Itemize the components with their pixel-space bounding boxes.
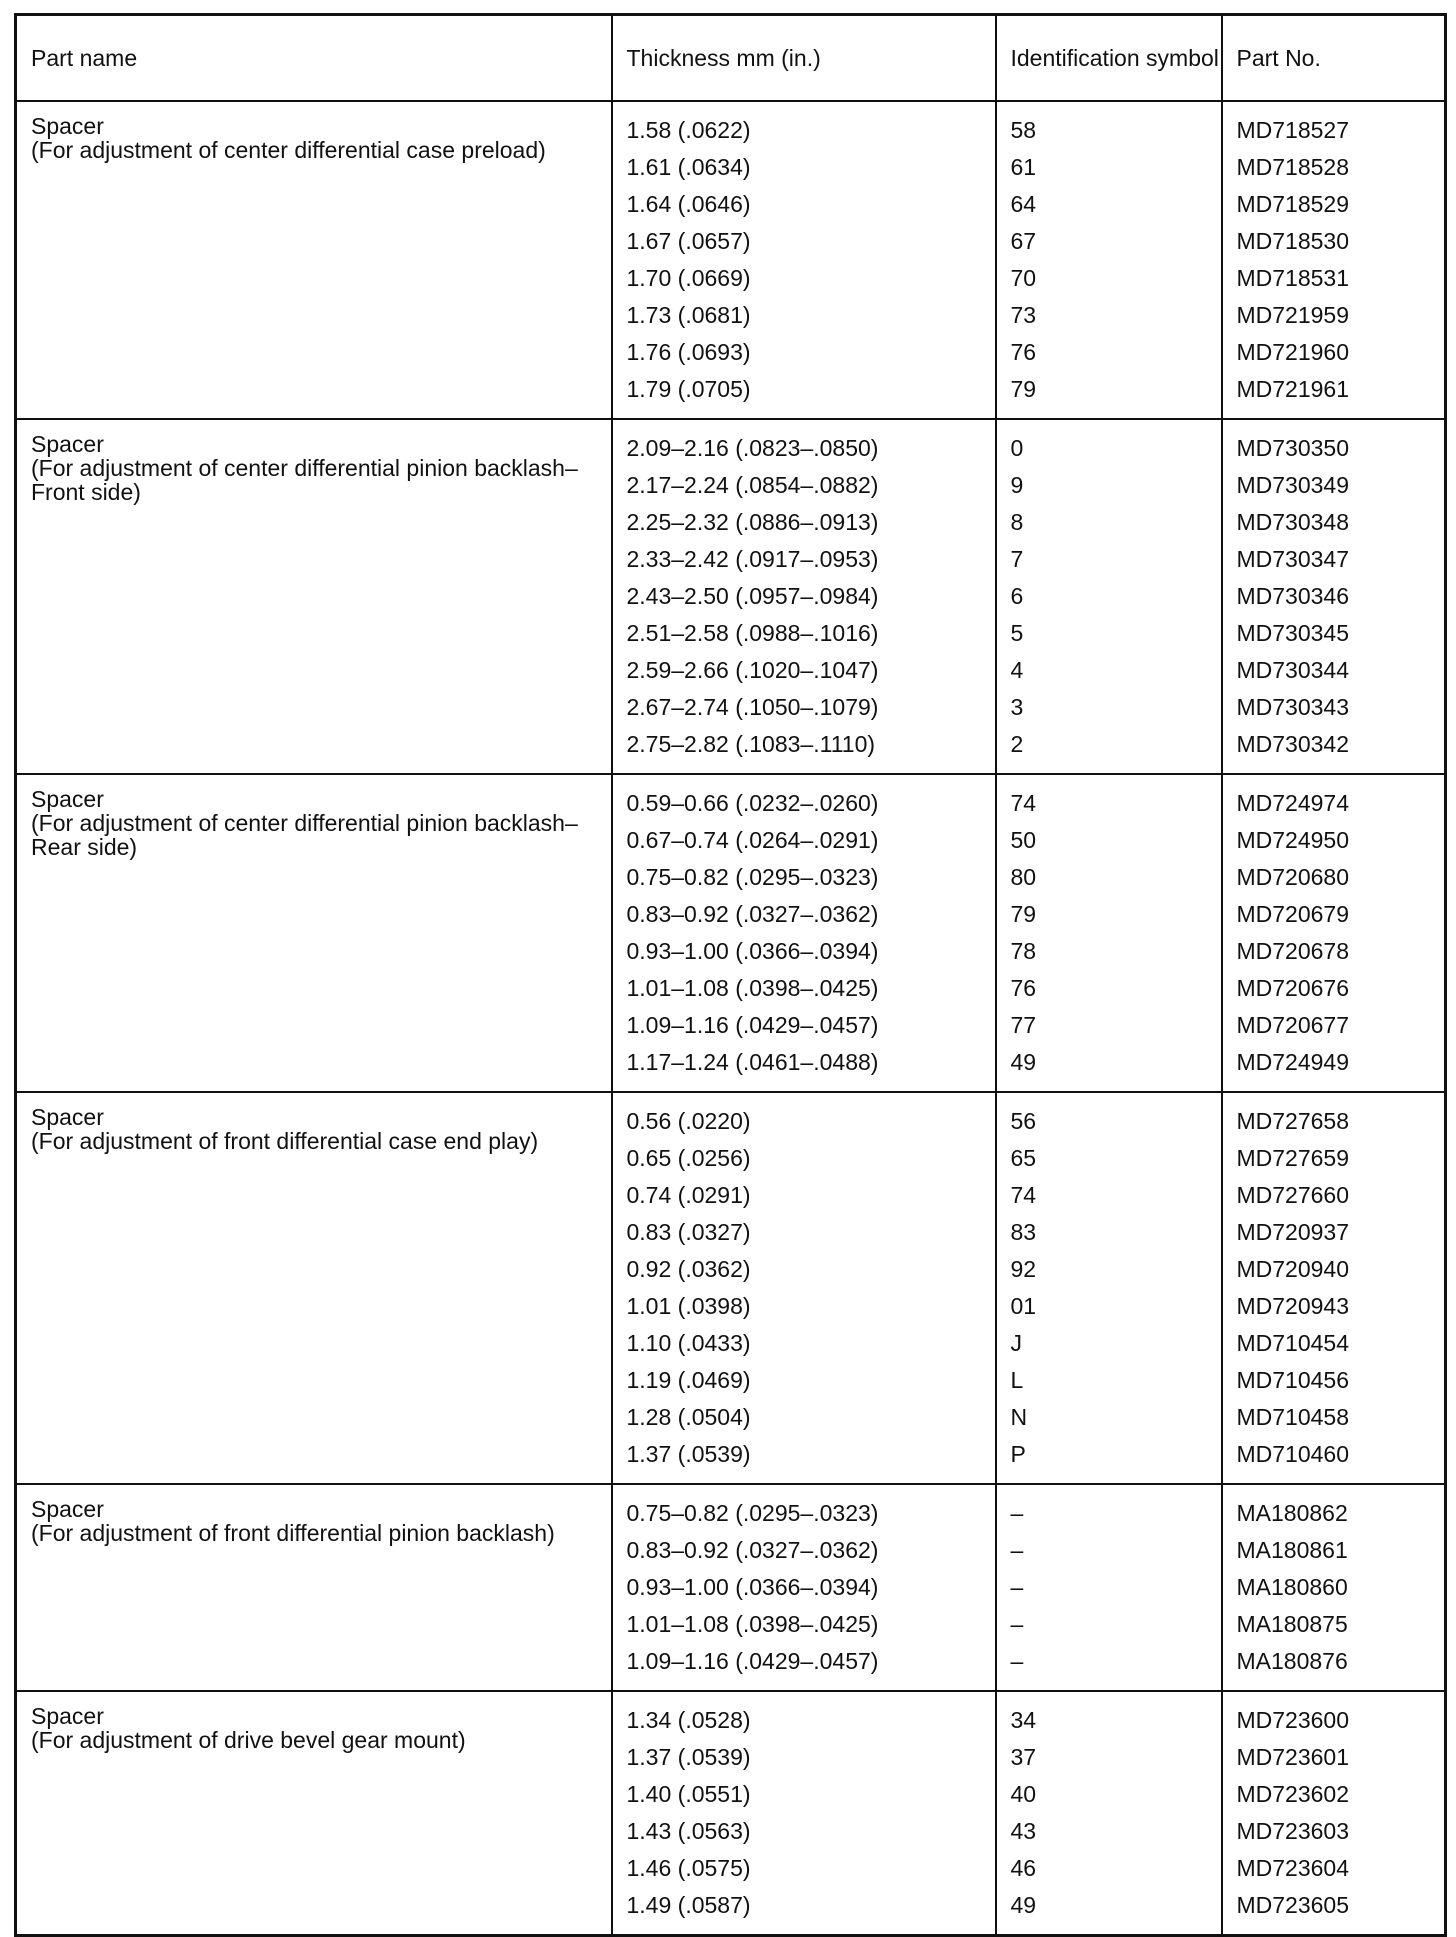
identification-symbol: 74	[1010, 790, 1037, 816]
identification-symbol: J	[1010, 1330, 1022, 1356]
part-purpose: (For adjustment of center differential pinion backlash–Front side)	[31, 455, 578, 505]
thickness-value: 1.01 (.0398)	[626, 1293, 751, 1319]
thickness-value: 1.28 (.0504)	[626, 1404, 751, 1430]
thickness-value: 0.56 (.0220)	[626, 1108, 751, 1134]
identification-symbol: 80	[1010, 864, 1037, 890]
part-number: MD723604	[1236, 1855, 1350, 1881]
thickness-value: 1.40 (.0551)	[626, 1781, 751, 1807]
thickness-value: 1.09–1.16 (.0429–.0457)	[626, 1012, 879, 1038]
thickness-value: 0.93–1.00 (.0366–.0394)	[626, 1574, 879, 1600]
symbol-cell	[996, 1484, 1222, 1691]
thickness-value: 2.59–2.66 (.1020–.1047)	[626, 657, 879, 683]
table-row	[16, 1691, 1446, 1936]
symbol-cell	[996, 1092, 1222, 1484]
identification-symbol: 43	[1010, 1818, 1037, 1844]
part-number: MD723602	[1236, 1781, 1350, 1807]
header-row	[16, 15, 1446, 102]
part-number: MD710460	[1236, 1441, 1350, 1467]
part-purpose: (For adjustment of front differential case end play)	[31, 1128, 539, 1154]
part-name: Spacer	[31, 786, 104, 812]
thickness-value: 1.79 (.0705)	[626, 376, 751, 402]
thickness-value: 1.37 (.0539)	[626, 1441, 751, 1467]
table-row	[16, 1092, 1446, 1484]
part-name: Spacer	[31, 1104, 104, 1130]
thickness-value: 1.01–1.08 (.0398–.0425)	[626, 1611, 879, 1637]
identification-symbol: –	[1010, 1500, 1024, 1526]
thickness-value: 2.17–2.24 (.0854–.0882)	[626, 472, 879, 498]
part-number: MD718528	[1236, 154, 1350, 180]
identification-symbol: 76	[1010, 339, 1037, 365]
identification-symbol: 7	[1010, 546, 1024, 572]
table-header	[16, 15, 1446, 102]
part-number: MD721959	[1236, 302, 1350, 328]
part-number: MD720937	[1236, 1219, 1350, 1245]
identification-symbol: 9	[1010, 472, 1024, 498]
thickness-cell	[612, 1092, 996, 1484]
identification-symbol: 50	[1010, 827, 1037, 853]
thickness-value: 1.64 (.0646)	[626, 191, 751, 217]
part-name-cell	[16, 1092, 612, 1484]
part-number: MD721961	[1236, 376, 1350, 402]
symbol-cell	[996, 774, 1222, 1092]
thickness-value: 1.73 (.0681)	[626, 302, 751, 328]
identification-symbol: –	[1010, 1648, 1024, 1674]
part-number: MD710454	[1236, 1330, 1350, 1356]
part-number: MD723605	[1236, 1892, 1350, 1918]
part-number: MD724974	[1236, 790, 1350, 816]
part-number: MD730344	[1236, 657, 1350, 683]
identification-symbol: 2	[1010, 731, 1024, 757]
thickness-value: 0.83–0.92 (.0327–.0362)	[626, 901, 879, 927]
identification-symbol: 01	[1010, 1293, 1037, 1319]
part-name: Spacer	[31, 113, 104, 139]
thickness-value: 2.67–2.74 (.1050–.1079)	[626, 694, 879, 720]
part-no-cell	[1222, 774, 1446, 1092]
part-name-cell	[16, 101, 612, 419]
header-identification-symbol: Identification symbol	[996, 15, 1222, 102]
part-number: MD730350	[1236, 435, 1350, 461]
symbol-cell	[996, 1691, 1222, 1936]
thickness-value: 0.75–0.82 (.0295–.0323)	[626, 1500, 879, 1526]
part-purpose: (For adjustment of center differential case preload)	[31, 137, 546, 163]
identification-symbol: 40	[1010, 1781, 1037, 1807]
thickness-value: 1.19 (.0469)	[626, 1367, 751, 1393]
thickness-cell	[612, 774, 996, 1092]
part-number: MD710458	[1236, 1404, 1350, 1430]
identification-symbol: 78	[1010, 938, 1037, 964]
part-number: MD730349	[1236, 472, 1350, 498]
identification-symbol: 0	[1010, 435, 1024, 461]
identification-symbol: 64	[1010, 191, 1037, 217]
identification-symbol: 70	[1010, 265, 1037, 291]
identification-symbol: 76	[1010, 975, 1037, 1001]
thickness-value: 0.65 (.0256)	[626, 1145, 751, 1171]
thickness-value: 1.61 (.0634)	[626, 154, 751, 180]
identification-symbol: 49	[1010, 1892, 1037, 1918]
part-name-cell	[16, 774, 612, 1092]
part-number: MD723601	[1236, 1744, 1350, 1770]
header-thickness: Thickness mm (in.)	[612, 15, 996, 102]
part-number: MD727659	[1236, 1145, 1350, 1171]
part-purpose: (For adjustment of front differential pinion backlash)	[31, 1520, 555, 1546]
part-number: MA180875	[1236, 1611, 1348, 1637]
identification-symbol: 74	[1010, 1182, 1037, 1208]
thickness-value: 0.92 (.0362)	[626, 1256, 751, 1282]
part-number: MD723600	[1236, 1707, 1350, 1733]
thickness-value: 2.25–2.32 (.0886–.0913)	[626, 509, 879, 535]
part-number: MD723603	[1236, 1818, 1350, 1844]
symbol-cell	[996, 101, 1222, 419]
thickness-value: 2.51–2.58 (.0988–.1016)	[626, 620, 879, 646]
part-number: MD720679	[1236, 901, 1350, 927]
thickness-value: 2.75–2.82 (.1083–.1110)	[626, 731, 876, 757]
thickness-value: 0.75–0.82 (.0295–.0323)	[626, 864, 879, 890]
part-number: MD724950	[1236, 827, 1350, 853]
identification-symbol: P	[1010, 1441, 1026, 1467]
part-name: Spacer	[31, 1703, 104, 1729]
part-no-cell	[1222, 1092, 1446, 1484]
part-number: MA180876	[1236, 1648, 1348, 1674]
table-row	[16, 419, 1446, 774]
part-number: MD720680	[1236, 864, 1350, 890]
part-number: MD724949	[1236, 1049, 1350, 1075]
part-purpose: (For adjustment of drive bevel gear mount)	[31, 1727, 466, 1753]
header-part-no: Part No.	[1222, 15, 1446, 102]
thickness-value: 1.49 (.0587)	[626, 1892, 751, 1918]
header-part-name: Part name	[16, 15, 612, 102]
part-name-cell	[16, 1691, 612, 1936]
thickness-value: 1.43 (.0563)	[626, 1818, 751, 1844]
thickness-value: 1.34 (.0528)	[626, 1707, 751, 1733]
identification-symbol: 5	[1010, 620, 1024, 646]
part-no-cell	[1222, 1484, 1446, 1691]
part-number: MA180861	[1236, 1537, 1348, 1563]
thickness-value: 1.10 (.0433)	[626, 1330, 751, 1356]
identification-symbol: 4	[1010, 657, 1024, 683]
identification-symbol: 49	[1010, 1049, 1037, 1075]
part-number: MD710456	[1236, 1367, 1350, 1393]
identification-symbol: 65	[1010, 1145, 1037, 1171]
thickness-value: 0.83 (.0327)	[626, 1219, 751, 1245]
part-number: MD721960	[1236, 339, 1350, 365]
identification-symbol: 79	[1010, 376, 1037, 402]
identification-symbol: 77	[1010, 1012, 1037, 1038]
part-number: MD720677	[1236, 1012, 1350, 1038]
part-name: Spacer	[31, 431, 104, 457]
thickness-cell	[612, 419, 996, 774]
table-row	[16, 774, 1446, 1092]
identification-symbol: 61	[1010, 154, 1037, 180]
part-number: MD727658	[1236, 1108, 1350, 1134]
part-number: MD730342	[1236, 731, 1350, 757]
thickness-value: 1.70 (.0669)	[626, 265, 751, 291]
part-name-cell	[16, 1484, 612, 1691]
part-number: MD718527	[1236, 117, 1350, 143]
part-number: MD730348	[1236, 509, 1350, 535]
part-number: MD718529	[1236, 191, 1350, 217]
thickness-value: 2.33–2.42 (.0917–.0953)	[626, 546, 879, 572]
thickness-value: 0.59–0.66 (.0232–.0260)	[626, 790, 879, 816]
thickness-cell	[612, 101, 996, 419]
thickness-value: 0.74 (.0291)	[626, 1182, 751, 1208]
thickness-value: 0.93–1.00 (.0366–.0394)	[626, 938, 879, 964]
part-name: Spacer	[31, 1496, 104, 1522]
identification-symbol: 58	[1010, 117, 1037, 143]
identification-symbol: 56	[1010, 1108, 1037, 1134]
thickness-value: 1.58 (.0622)	[626, 117, 751, 143]
identification-symbol: 3	[1010, 694, 1024, 720]
part-number: MD718530	[1236, 228, 1350, 254]
identification-symbol: 67	[1010, 228, 1037, 254]
identification-symbol: 34	[1010, 1707, 1037, 1733]
part-number: MD720678	[1236, 938, 1350, 964]
thickness-value: 0.83–0.92 (.0327–.0362)	[626, 1537, 879, 1563]
part-name-cell	[16, 419, 612, 774]
part-number: MD730343	[1236, 694, 1350, 720]
part-number: MD730345	[1236, 620, 1350, 646]
thickness-value: 1.37 (.0539)	[626, 1744, 751, 1770]
thickness-cell	[612, 1691, 996, 1936]
identification-symbol: –	[1010, 1537, 1024, 1563]
part-number: MD720676	[1236, 975, 1350, 1001]
identification-symbol: –	[1010, 1611, 1024, 1637]
identification-symbol: 8	[1010, 509, 1024, 535]
thickness-value: 2.09–2.16 (.0823–.0850)	[626, 435, 879, 461]
thickness-cell	[612, 1484, 996, 1691]
thickness-value: 1.76 (.0693)	[626, 339, 751, 365]
part-number: MD720943	[1236, 1293, 1350, 1319]
thickness-value: 0.67–0.74 (.0264–.0291)	[626, 827, 879, 853]
part-number: MA180862	[1236, 1500, 1348, 1526]
thickness-value: 1.09–1.16 (.0429–.0457)	[626, 1648, 879, 1674]
table-row	[16, 101, 1446, 419]
part-number: MD727660	[1236, 1182, 1350, 1208]
identification-symbol: –	[1010, 1574, 1024, 1600]
thickness-value: 1.46 (.0575)	[626, 1855, 751, 1881]
identification-symbol: 83	[1010, 1219, 1037, 1245]
part-purpose: (For adjustment of center differential pinion backlash–Rear side)	[31, 810, 578, 860]
identification-symbol: N	[1010, 1404, 1028, 1430]
symbol-cell	[996, 419, 1222, 774]
identification-symbol: 37	[1010, 1744, 1037, 1770]
table-row	[16, 1484, 1446, 1691]
part-number: MD730347	[1236, 546, 1350, 572]
table-body	[16, 101, 1446, 1936]
spacer-parts-table	[14, 13, 1447, 1937]
identification-symbol: 73	[1010, 302, 1037, 328]
identification-symbol: 46	[1010, 1855, 1037, 1881]
part-number: MD730346	[1236, 583, 1350, 609]
thickness-value: 1.01–1.08 (.0398–.0425)	[626, 975, 879, 1001]
part-number: MA180860	[1236, 1574, 1348, 1600]
identification-symbol: 79	[1010, 901, 1037, 927]
part-number: MD720940	[1236, 1256, 1350, 1282]
part-number: MD718531	[1236, 265, 1350, 291]
part-no-cell	[1222, 419, 1446, 774]
part-no-cell	[1222, 101, 1446, 419]
identification-symbol: 6	[1010, 583, 1024, 609]
thickness-value: 1.67 (.0657)	[626, 228, 751, 254]
identification-symbol: L	[1010, 1367, 1024, 1393]
part-no-cell	[1222, 1691, 1446, 1936]
thickness-value: 1.17–1.24 (.0461–.0488)	[626, 1049, 879, 1075]
identification-symbol: 92	[1010, 1256, 1037, 1282]
thickness-value: 2.43–2.50 (.0957–.0984)	[626, 583, 879, 609]
